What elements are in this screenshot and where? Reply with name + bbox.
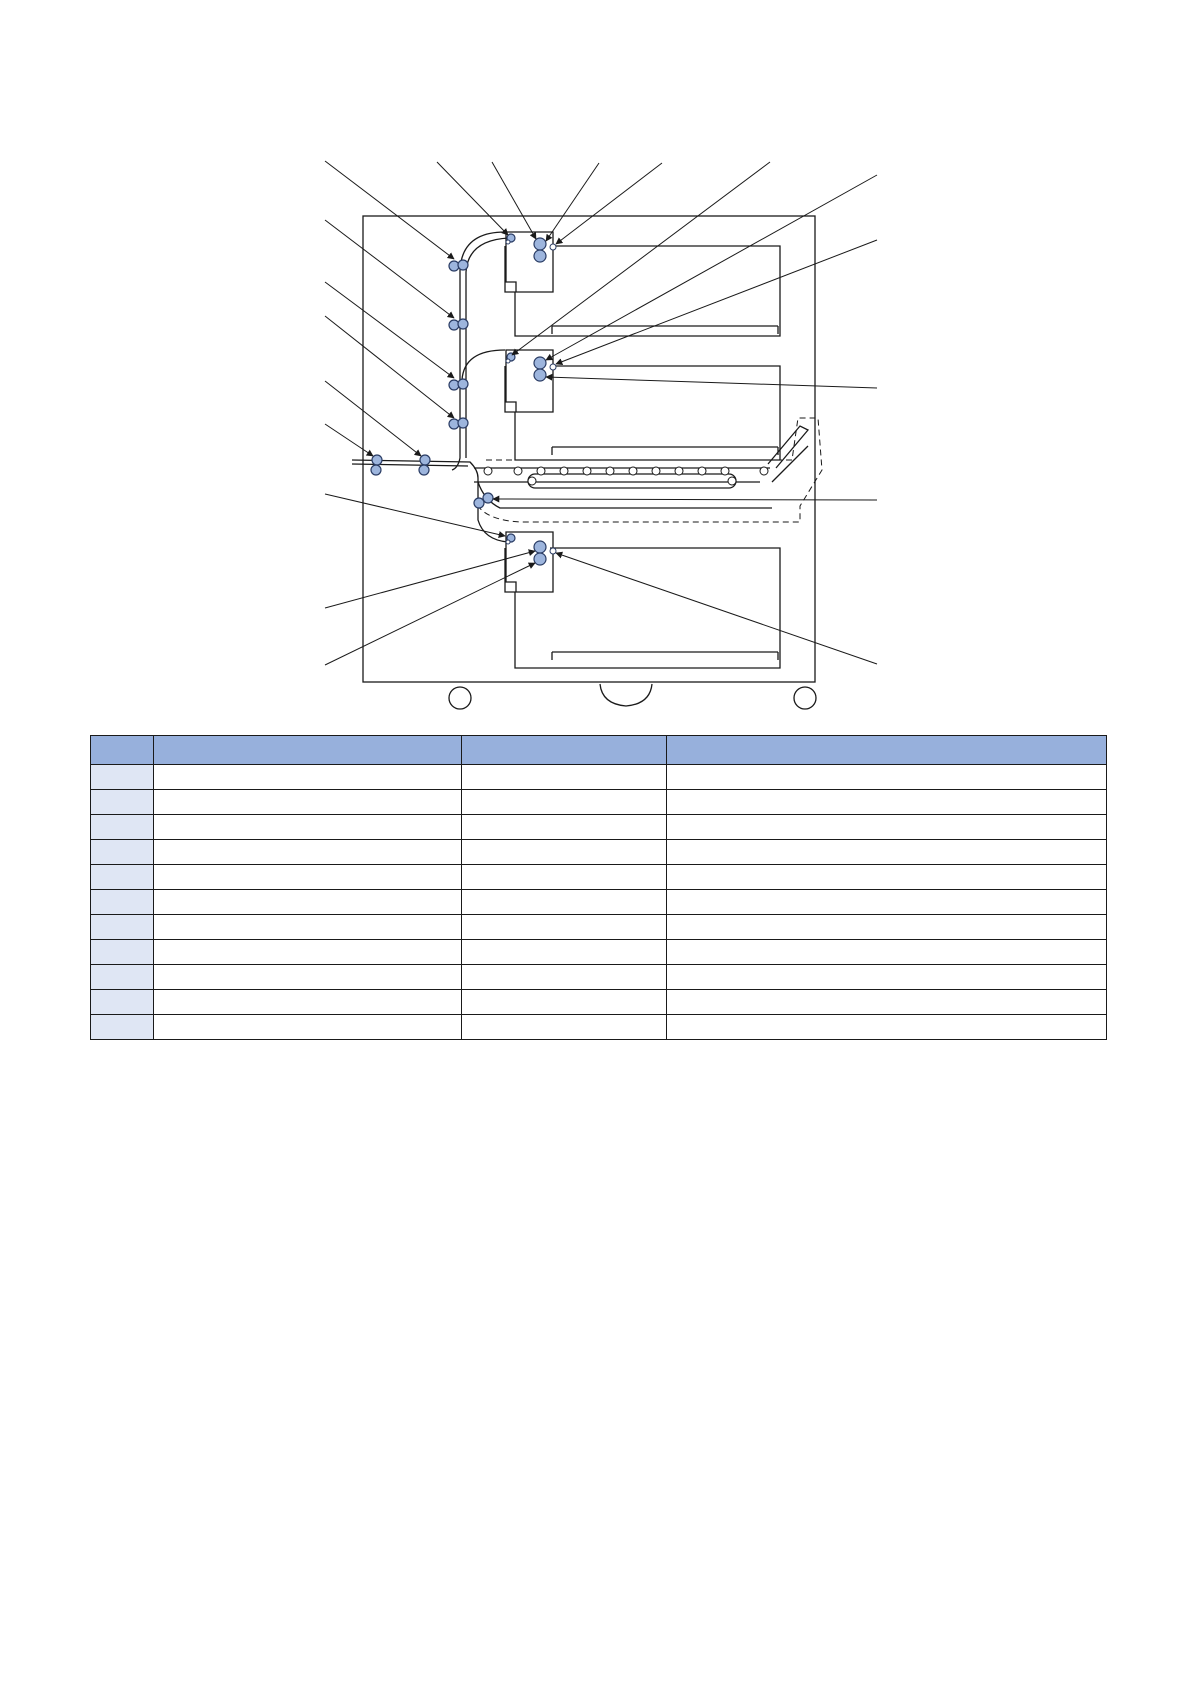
row-number bbox=[91, 840, 154, 865]
row-number bbox=[91, 815, 154, 840]
callout-leader bbox=[325, 563, 535, 665]
callout-leader bbox=[325, 424, 373, 456]
sensor-icon bbox=[506, 540, 510, 544]
row-number bbox=[91, 790, 154, 815]
drawer-3 bbox=[505, 548, 780, 668]
feed-roller bbox=[534, 357, 546, 369]
row-name bbox=[154, 890, 462, 915]
idler-roller bbox=[675, 467, 683, 475]
row-name bbox=[154, 765, 462, 790]
idler-roller bbox=[652, 467, 660, 475]
row-name bbox=[154, 940, 462, 965]
idler-roller bbox=[528, 477, 536, 485]
row-remarks bbox=[667, 765, 1107, 790]
table-row bbox=[91, 815, 1107, 840]
table-row bbox=[91, 765, 1107, 790]
row-code bbox=[462, 915, 667, 940]
callout-leader bbox=[493, 499, 877, 500]
table-row bbox=[91, 915, 1107, 940]
separation-roller bbox=[534, 250, 546, 262]
row-name bbox=[154, 790, 462, 815]
row-code bbox=[462, 840, 667, 865]
table-row bbox=[91, 990, 1107, 1015]
row-name bbox=[154, 990, 462, 1015]
paper-feed-diagram bbox=[0, 0, 1191, 720]
drawer-2-tray bbox=[552, 447, 778, 455]
vertical-feed-path-inner bbox=[466, 238, 509, 458]
callout-leader bbox=[325, 161, 454, 259]
feed-roller bbox=[419, 465, 429, 475]
table-row bbox=[91, 890, 1107, 915]
separation-roller bbox=[534, 369, 546, 381]
cabinet-outline bbox=[363, 216, 815, 682]
sensor-icon bbox=[550, 244, 556, 250]
row-code bbox=[462, 990, 667, 1015]
caster-left bbox=[449, 687, 471, 709]
callout-leader bbox=[325, 381, 421, 456]
sensor-icon bbox=[550, 364, 556, 370]
table-row bbox=[91, 840, 1107, 865]
table-row bbox=[91, 790, 1107, 815]
callout-leader bbox=[325, 316, 454, 418]
row-code bbox=[462, 865, 667, 890]
caster-right bbox=[794, 687, 816, 709]
row-remarks bbox=[667, 940, 1107, 965]
idler-roller bbox=[560, 467, 568, 475]
transport-unit-dashed bbox=[478, 418, 822, 522]
callout-leader bbox=[546, 377, 877, 388]
row-remarks bbox=[667, 890, 1107, 915]
row-number bbox=[91, 765, 154, 790]
feed-roller bbox=[372, 455, 382, 465]
row-code bbox=[462, 815, 667, 840]
table-row bbox=[91, 940, 1107, 965]
row-code bbox=[462, 765, 667, 790]
drawer-1 bbox=[505, 246, 780, 336]
row-remarks bbox=[667, 840, 1107, 865]
callout-leader bbox=[556, 553, 877, 664]
feed-roller bbox=[458, 319, 468, 329]
callout-leader bbox=[437, 162, 508, 235]
row-remarks bbox=[667, 990, 1107, 1015]
row-remarks bbox=[667, 1015, 1107, 1040]
column-header-number bbox=[91, 736, 154, 765]
feed-roller bbox=[458, 260, 468, 270]
column-header-name bbox=[154, 736, 462, 765]
row-number bbox=[91, 890, 154, 915]
callout-leader bbox=[546, 163, 599, 241]
sensor-icon bbox=[550, 548, 556, 554]
feed-roller bbox=[483, 493, 493, 503]
horizontal-feed-path-lower bbox=[352, 464, 468, 466]
row-name bbox=[154, 915, 462, 940]
feed-roller bbox=[458, 379, 468, 389]
idler-roller bbox=[514, 467, 522, 475]
callout-leader bbox=[325, 220, 454, 318]
feed-roller bbox=[371, 465, 381, 475]
idler-roller bbox=[728, 477, 736, 485]
sensor-icon bbox=[506, 359, 510, 363]
row-name bbox=[154, 815, 462, 840]
callout-leader bbox=[546, 175, 877, 360]
row-number bbox=[91, 915, 154, 940]
row-number bbox=[91, 990, 154, 1015]
table-header-row bbox=[91, 736, 1107, 765]
transport-belt bbox=[528, 474, 736, 488]
row-remarks bbox=[667, 790, 1107, 815]
drawer-1-tray bbox=[552, 326, 778, 334]
callout-leader bbox=[556, 240, 877, 364]
idler-roller bbox=[583, 467, 591, 475]
column-header-remarks bbox=[667, 736, 1107, 765]
row-number bbox=[91, 1015, 154, 1040]
sensor-icon bbox=[506, 240, 510, 244]
row-code bbox=[462, 1015, 667, 1040]
drawer-3-tray bbox=[552, 652, 778, 660]
idler-roller bbox=[537, 467, 545, 475]
callout-leader bbox=[325, 551, 535, 608]
idler-roller bbox=[629, 467, 637, 475]
separation-roller bbox=[534, 553, 546, 565]
column-header-code bbox=[462, 736, 667, 765]
row-name bbox=[154, 865, 462, 890]
table-row bbox=[91, 865, 1107, 890]
idler-roller bbox=[698, 467, 706, 475]
row-code bbox=[462, 890, 667, 915]
idler-roller bbox=[721, 467, 729, 475]
row-remarks bbox=[667, 965, 1107, 990]
row-number bbox=[91, 965, 154, 990]
feed-roller bbox=[534, 238, 546, 250]
feed-roller bbox=[474, 498, 484, 508]
row-name bbox=[154, 965, 462, 990]
row-code bbox=[462, 965, 667, 990]
row-remarks bbox=[667, 865, 1107, 890]
side-entry-guide bbox=[768, 426, 808, 482]
row-name bbox=[154, 840, 462, 865]
feed-branch-2 bbox=[462, 350, 505, 380]
idler-roller bbox=[606, 467, 614, 475]
feed-roller bbox=[420, 455, 430, 465]
idler-roller bbox=[760, 467, 768, 475]
row-code bbox=[462, 940, 667, 965]
row-number bbox=[91, 940, 154, 965]
table-row bbox=[91, 1015, 1107, 1040]
row-remarks bbox=[667, 915, 1107, 940]
feed-roller bbox=[534, 541, 546, 553]
feed-roller bbox=[458, 418, 468, 428]
parts-table bbox=[90, 735, 1107, 1040]
row-code bbox=[462, 790, 667, 815]
row-remarks bbox=[667, 815, 1107, 840]
table-row bbox=[91, 965, 1107, 990]
idler-roller bbox=[484, 467, 492, 475]
center-stopper bbox=[600, 684, 652, 706]
row-name bbox=[154, 1015, 462, 1040]
callout-leader bbox=[325, 282, 454, 378]
callout-leader bbox=[492, 162, 536, 239]
row-number bbox=[91, 865, 154, 890]
